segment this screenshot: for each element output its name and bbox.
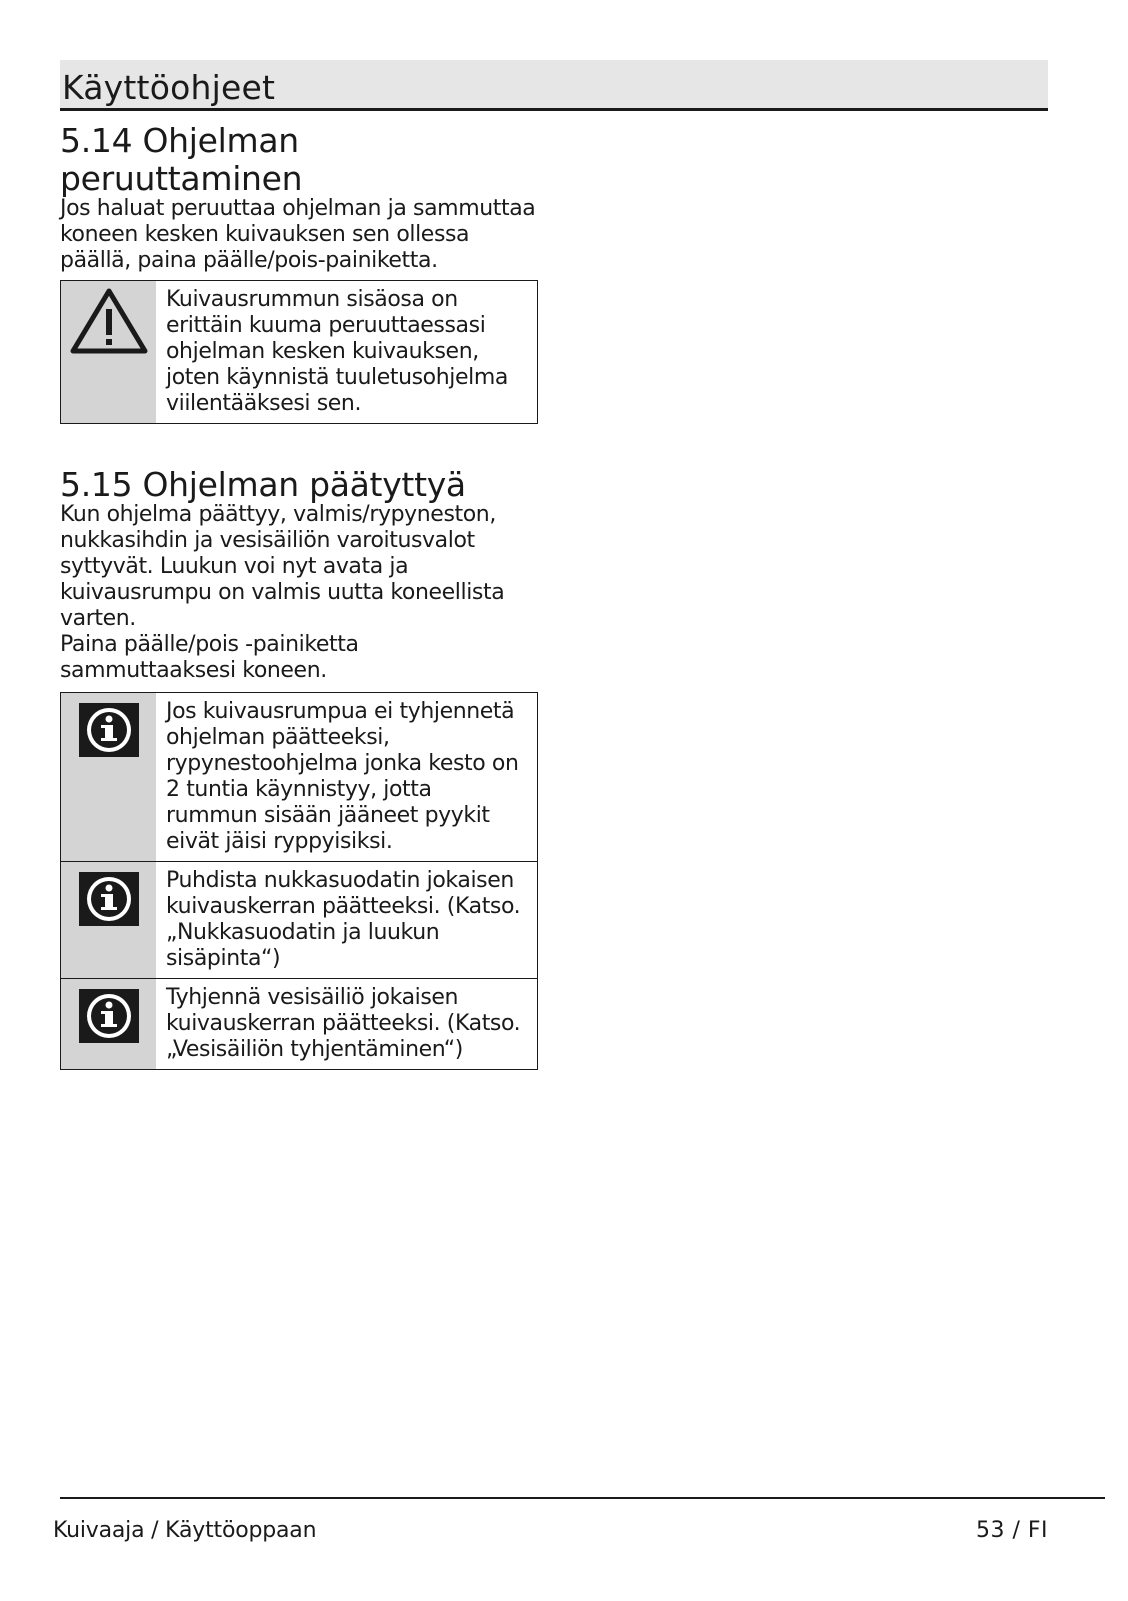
info-box xyxy=(60,692,538,1070)
info-note-2: Puhdista nukkasuodatin jokaisen kuivauskerran päätteeksi. (Katso. „Nukkasuodatin ja luukun sisäpinta“) xyxy=(166,868,521,971)
section-514-body: Jos haluat peruuttaa ohjelman ja sammuttaa koneen kesken kuivauksen sen ollessa päällä, paina päälle/pois-painiketta. xyxy=(60,196,536,273)
content-column xyxy=(60,122,538,1070)
warning-box xyxy=(60,280,538,424)
warning-triangle-icon xyxy=(69,287,149,355)
footer-page-number: 53 / FI xyxy=(976,1518,1049,1543)
info-icon-cell xyxy=(61,862,156,978)
section-514-heading: 5.14 Ohjelman peruuttaminen xyxy=(60,121,303,198)
info-icon xyxy=(79,989,139,1043)
header-band xyxy=(60,60,1048,111)
footer-divider xyxy=(60,1497,1105,1499)
section-515-body-1: Kun ohjelma päättyy, valmis/rypyneston, nukkasihdin ja vesisäiliön varoitusvalot syttyvät. Luukun voi nyt avata ja kuivausrumpu on valmis uutta koneellista varten. xyxy=(60,502,505,631)
warning-icon-cell xyxy=(61,281,156,423)
section-515-heading: 5.15 Ohjelman päätyttyä xyxy=(60,465,466,504)
warning-text: Kuivausrummun sisäosa on erittäin kuuma peruuttaessasi ohjelman kesken kuivauksen, joten käynnistä tuuletusohjelma viilentääksesi sen. xyxy=(166,287,508,416)
info-icon-cell xyxy=(61,693,156,861)
info-note-3: Tyhjennä vesisäiliö jokaisen kuivauskerran päätteeksi. (Katso. „Vesisäiliön tyhjentäminen“) xyxy=(166,985,521,1062)
section-515-body-2: Paina päälle/pois -painiketta sammuttaaksesi koneen. xyxy=(60,632,359,683)
warning-row xyxy=(61,281,537,423)
info-note-1: Jos kuivausrumpua ei tyhjennetä ohjelman päätteeksi, rypynestoohjelma jonka kesto on 2 tuntia käynnistyy, jotta rummun sisään jääneet pyykit eivät jäisi ryppyisiksi. xyxy=(166,699,519,854)
info-row-2 xyxy=(61,861,537,978)
info-row-1 xyxy=(61,693,537,861)
info-icon-cell xyxy=(61,979,156,1069)
page-header-title: Käyttöohjeet xyxy=(62,68,276,107)
info-icon xyxy=(79,703,139,757)
footer-document-title: Kuivaaja / Käyttöoppaan xyxy=(53,1518,317,1543)
info-row-3 xyxy=(61,978,537,1069)
info-icon xyxy=(79,872,139,926)
